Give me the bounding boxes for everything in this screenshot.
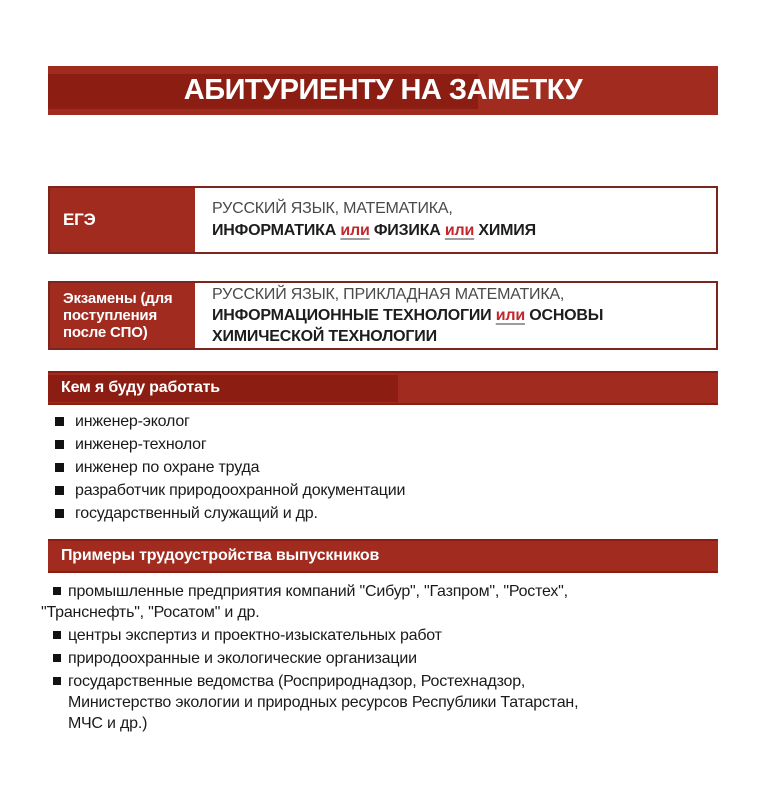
ege-subjects-line2 [212, 220, 702, 242]
or-connector: или [444, 222, 475, 239]
employer-item-line: Министерство экологии и природных ресурсов Республики Татарстан, [68, 694, 579, 711]
title-bar [48, 66, 718, 115]
square-bullet-icon [55, 440, 64, 449]
square-bullet-icon [53, 677, 61, 685]
employers-section-title: Примеры трудоустройства выпускников [61, 547, 380, 564]
subject-name: ОСНОВЫ ХИМИЧЕСКОЙ ТЕХНОЛОГИИ [212, 307, 604, 345]
square-bullet-icon [55, 417, 64, 426]
jobs-section-title: Кем я буду работать [61, 379, 220, 396]
or-connector: или [340, 222, 370, 239]
employer-item-line: центры экспертиз и проектно-изыскательных работ [68, 627, 442, 644]
job-list-item [48, 480, 708, 501]
job-item-text: инженер по охране труда [75, 459, 260, 476]
employer-item-line: промышленные предприятия компаний "Сибур", "Газпром", "Ростех", [68, 583, 568, 600]
ege-exams-row [48, 186, 718, 254]
ege-subjects-line1: РУССКИЙ ЯЗЫК, МАТЕМАТИКА, [212, 200, 453, 217]
subject-name: ХИМИЯ [474, 222, 536, 239]
employer-item-line: МЧС и др.) [68, 715, 148, 732]
job-list-item [48, 503, 708, 524]
square-bullet-icon [55, 486, 64, 495]
jobs-section-title-bar [48, 371, 718, 405]
job-item-text: инженер-технолог [75, 436, 207, 453]
page-title: АБИТУРИЕНТУ НА ЗАМЕТКУ [183, 74, 583, 106]
job-list-item [48, 434, 708, 455]
jobs-list [48, 411, 708, 526]
job-list-item [48, 411, 708, 432]
employer-list-item [41, 581, 741, 623]
job-list-item [48, 457, 708, 478]
spo-row-label: Экзамены (для поступления после СПО) [50, 283, 195, 348]
subject-name: ИНФОРМАЦИОННЫЕ ТЕХНОЛОГИИ [212, 307, 496, 324]
employers-section-title-bar [48, 539, 718, 573]
subject-name: ФИЗИКА [369, 222, 445, 239]
square-bullet-icon [53, 587, 61, 595]
ege-row-label: ЕГЭ [50, 188, 195, 252]
subject-name: ИНФОРМАТИКА [212, 222, 341, 239]
employer-item-line: природоохранные и экологические организации [68, 650, 417, 667]
or-connector: или [495, 307, 525, 324]
square-bullet-icon [55, 509, 64, 518]
square-bullet-icon [53, 654, 61, 662]
job-item-text: разработчик природоохранной документации [75, 482, 406, 499]
spo-subjects-line1: РУССКИЙ ЯЗЫК, ПРИКЛАДНАЯ МАТЕМАТИКА, [212, 286, 565, 303]
employer-item-line: государственные ведомства (Росприроднадзор, Ростехнадзор, [68, 673, 526, 690]
employer-list-item [41, 671, 741, 734]
square-bullet-icon [55, 463, 64, 472]
square-bullet-icon [53, 631, 61, 639]
employers-list [41, 581, 741, 736]
ege-row-content [195, 188, 716, 252]
spo-exams-row [48, 281, 718, 350]
job-item-text: инженер-эколог [75, 413, 190, 430]
employer-list-item [41, 648, 741, 669]
spo-row-content [195, 283, 716, 348]
spo-subjects-line2 [212, 305, 702, 347]
job-item-text: государственный служащий и др. [75, 505, 318, 522]
employer-list-item [41, 625, 741, 646]
employer-item-line: "Транснефть", "Росатом" и др. [41, 604, 260, 621]
